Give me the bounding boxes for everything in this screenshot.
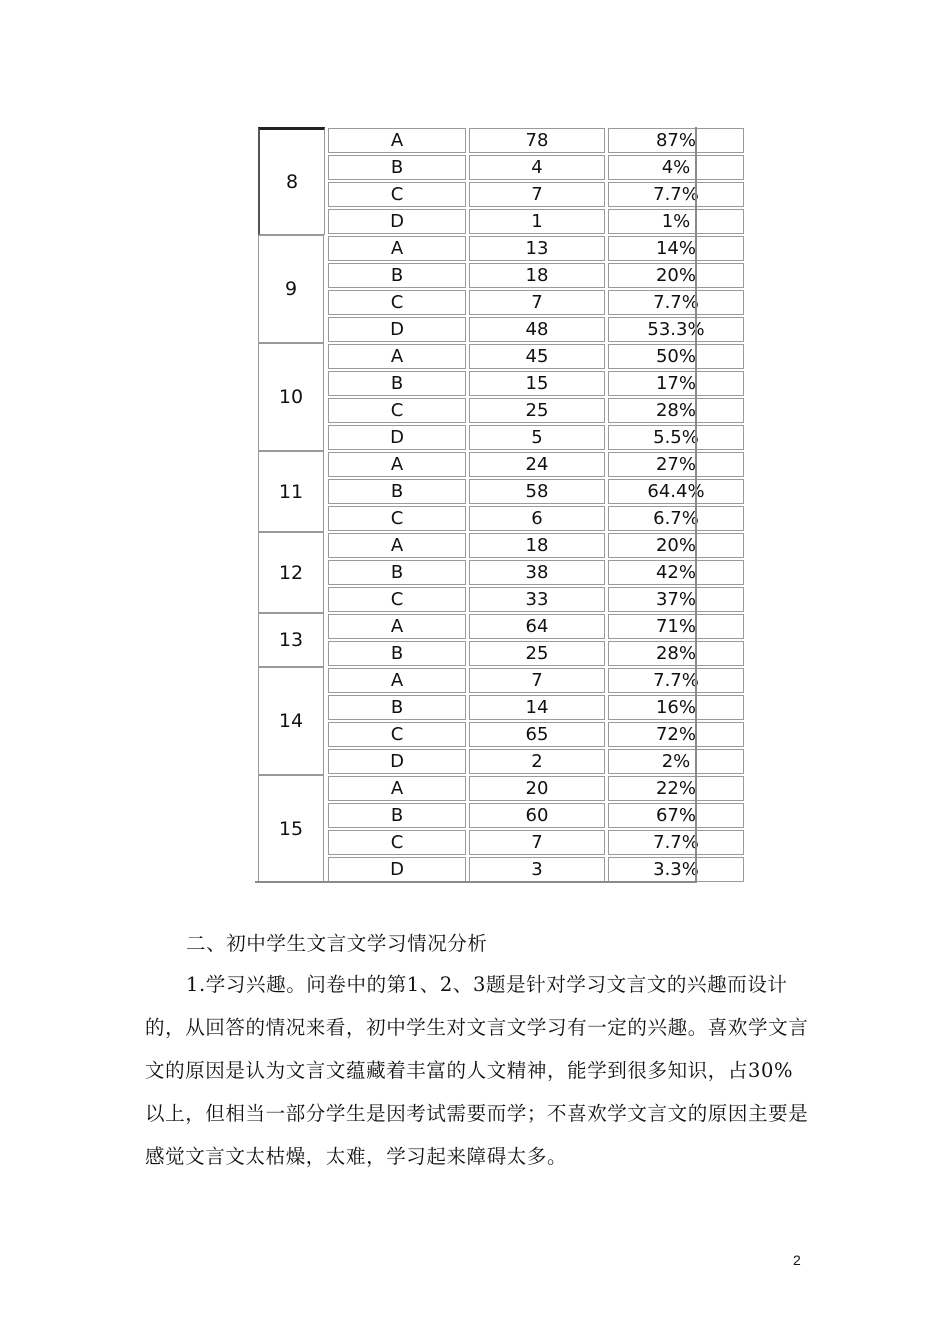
percent-cell: 16%: [608, 695, 744, 720]
percent-cell: 42%: [608, 560, 744, 585]
table-row: [255, 802, 695, 829]
option-cell: C: [328, 506, 466, 531]
table-row: [255, 586, 695, 613]
table-row: [255, 748, 695, 775]
count-cell: 20: [469, 776, 605, 801]
option-cell: D: [328, 425, 466, 450]
percent-cell: 7.7%: [608, 290, 744, 315]
table-row: [255, 694, 695, 721]
table-row: [255, 559, 695, 586]
question-number: 11: [258, 451, 324, 532]
table-row: [255, 262, 695, 289]
option-cell: B: [328, 803, 466, 828]
percent-cell: 20%: [608, 533, 744, 558]
paragraph-learning-interest: 1.学习兴趣。问卷中的第1、2、3题是针对学习文言文的兴趣而设计的，从回答的情况来看，初中学生对文言文学习有一定的兴趣。喜欢学文言文的原因是认为文言文蕴藏着丰富的人文精神，能学到很多知识，占30%以上，但相当一部分学生是因考试需要而学；不喜欢学文言文的原因主要是感觉文言文太枯燥，太难，学习起来障碍太多。: [145, 973, 809, 1168]
percent-cell: 7.7%: [608, 830, 744, 855]
percent-cell: 14%: [608, 236, 744, 261]
table-row: [255, 775, 695, 802]
option-cell: C: [328, 830, 466, 855]
count-cell: 1: [469, 209, 605, 234]
option-cell: B: [328, 371, 466, 396]
table-row: [255, 316, 705, 343]
table-row: [255, 397, 695, 424]
table-row: [255, 532, 695, 559]
count-cell: 7: [469, 668, 605, 693]
table-row: [255, 181, 699, 208]
question-number: 13: [258, 613, 324, 667]
question-group: [255, 235, 705, 343]
table-row: [255, 613, 695, 640]
option-cell: A: [328, 776, 466, 801]
percent-cell: 3.3%: [608, 857, 744, 882]
option-cell: B: [328, 479, 466, 504]
option-cell: A: [328, 533, 466, 558]
percent-cell: 7.7%: [608, 668, 744, 693]
percent-cell: 7.7%: [608, 182, 744, 207]
question-number: 8: [258, 127, 325, 235]
percent-cell: 4%: [608, 155, 744, 180]
count-cell: 5: [469, 425, 605, 450]
table-row: [255, 829, 699, 856]
count-cell: 64: [469, 614, 605, 639]
option-cell: C: [328, 587, 466, 612]
table-row: [255, 424, 699, 451]
table-row: [255, 370, 695, 397]
table-row: [255, 478, 705, 505]
count-cell: 45: [469, 344, 605, 369]
count-cell: 3: [469, 857, 605, 882]
table-row: [255, 640, 695, 667]
percent-cell: 1%: [608, 209, 744, 234]
count-cell: 7: [469, 182, 605, 207]
count-cell: 25: [469, 398, 605, 423]
question-group: [255, 451, 705, 532]
count-cell: 2: [469, 749, 605, 774]
option-cell: B: [328, 263, 466, 288]
percent-cell: 87%: [608, 128, 744, 153]
option-cell: D: [328, 209, 466, 234]
option-cell: A: [328, 614, 466, 639]
count-cell: 18: [469, 263, 605, 288]
percent-cell: 22%: [608, 776, 744, 801]
option-cell: C: [328, 398, 466, 423]
percent-cell: 50%: [608, 344, 744, 369]
table-row: [255, 505, 699, 532]
option-cell: A: [328, 668, 466, 693]
percent-cell: 2%: [608, 749, 744, 774]
option-cell: C: [328, 182, 466, 207]
count-cell: 48: [469, 317, 605, 342]
table-row: [255, 235, 695, 262]
table-row: [255, 667, 699, 694]
count-cell: 4: [469, 155, 605, 180]
option-cell: D: [328, 317, 466, 342]
percent-cell: 28%: [608, 641, 744, 666]
percent-cell: 17%: [608, 371, 744, 396]
page-number: 2: [793, 1252, 801, 1268]
question-group: [255, 667, 699, 775]
count-cell: 78: [469, 128, 605, 153]
question-group: [255, 613, 695, 667]
percent-cell: 53.3%: [608, 317, 744, 342]
option-cell: C: [328, 722, 466, 747]
percent-cell: 67%: [608, 803, 744, 828]
count-cell: 7: [469, 290, 605, 315]
count-cell: 65: [469, 722, 605, 747]
table-row: [255, 127, 695, 154]
percent-cell: 20%: [608, 263, 744, 288]
table-row: [255, 721, 695, 748]
count-cell: 58: [469, 479, 605, 504]
table-row: [255, 208, 695, 235]
question-group: [255, 343, 699, 451]
count-cell: 18: [469, 533, 605, 558]
option-cell: B: [328, 155, 466, 180]
question-group: [255, 532, 695, 613]
option-cell: D: [328, 857, 466, 882]
option-cell: B: [328, 641, 466, 666]
percent-cell: 72%: [608, 722, 744, 747]
count-cell: 15: [469, 371, 605, 396]
table-row: [255, 856, 699, 883]
question-number: 9: [258, 235, 324, 343]
question-group: [255, 127, 699, 235]
count-cell: 38: [469, 560, 605, 585]
section-heading: 二、初中学生文言文学习情况分析: [186, 932, 488, 955]
option-cell: B: [328, 695, 466, 720]
option-cell: A: [328, 452, 466, 477]
percent-cell: 6.7%: [608, 506, 744, 531]
percent-cell: 5.5%: [608, 425, 744, 450]
count-cell: 60: [469, 803, 605, 828]
percent-cell: 64.4%: [608, 479, 744, 504]
question-number: 12: [258, 532, 324, 613]
table-row: [255, 154, 695, 181]
percent-cell: 71%: [608, 614, 744, 639]
question-number: 14: [258, 667, 324, 775]
percent-cell: 37%: [608, 587, 744, 612]
question-group: [255, 775, 699, 883]
percent-cell: 28%: [608, 398, 744, 423]
question-number: 10: [258, 343, 324, 451]
option-cell: A: [328, 344, 466, 369]
count-cell: 13: [469, 236, 605, 261]
count-cell: 6: [469, 506, 605, 531]
table-row: [255, 289, 699, 316]
count-cell: 25: [469, 641, 605, 666]
count-cell: 33: [469, 587, 605, 612]
table-row: [255, 451, 695, 478]
count-cell: 24: [469, 452, 605, 477]
count-cell: 7: [469, 830, 605, 855]
option-cell: B: [328, 560, 466, 585]
option-cell: A: [328, 128, 466, 153]
count-cell: 14: [469, 695, 605, 720]
question-number: 15: [258, 775, 324, 883]
option-cell: A: [328, 236, 466, 261]
option-cell: C: [328, 290, 466, 315]
survey-results-table: [255, 127, 705, 883]
table-row: [255, 343, 695, 370]
option-cell: D: [328, 749, 466, 774]
percent-cell: 27%: [608, 452, 744, 477]
